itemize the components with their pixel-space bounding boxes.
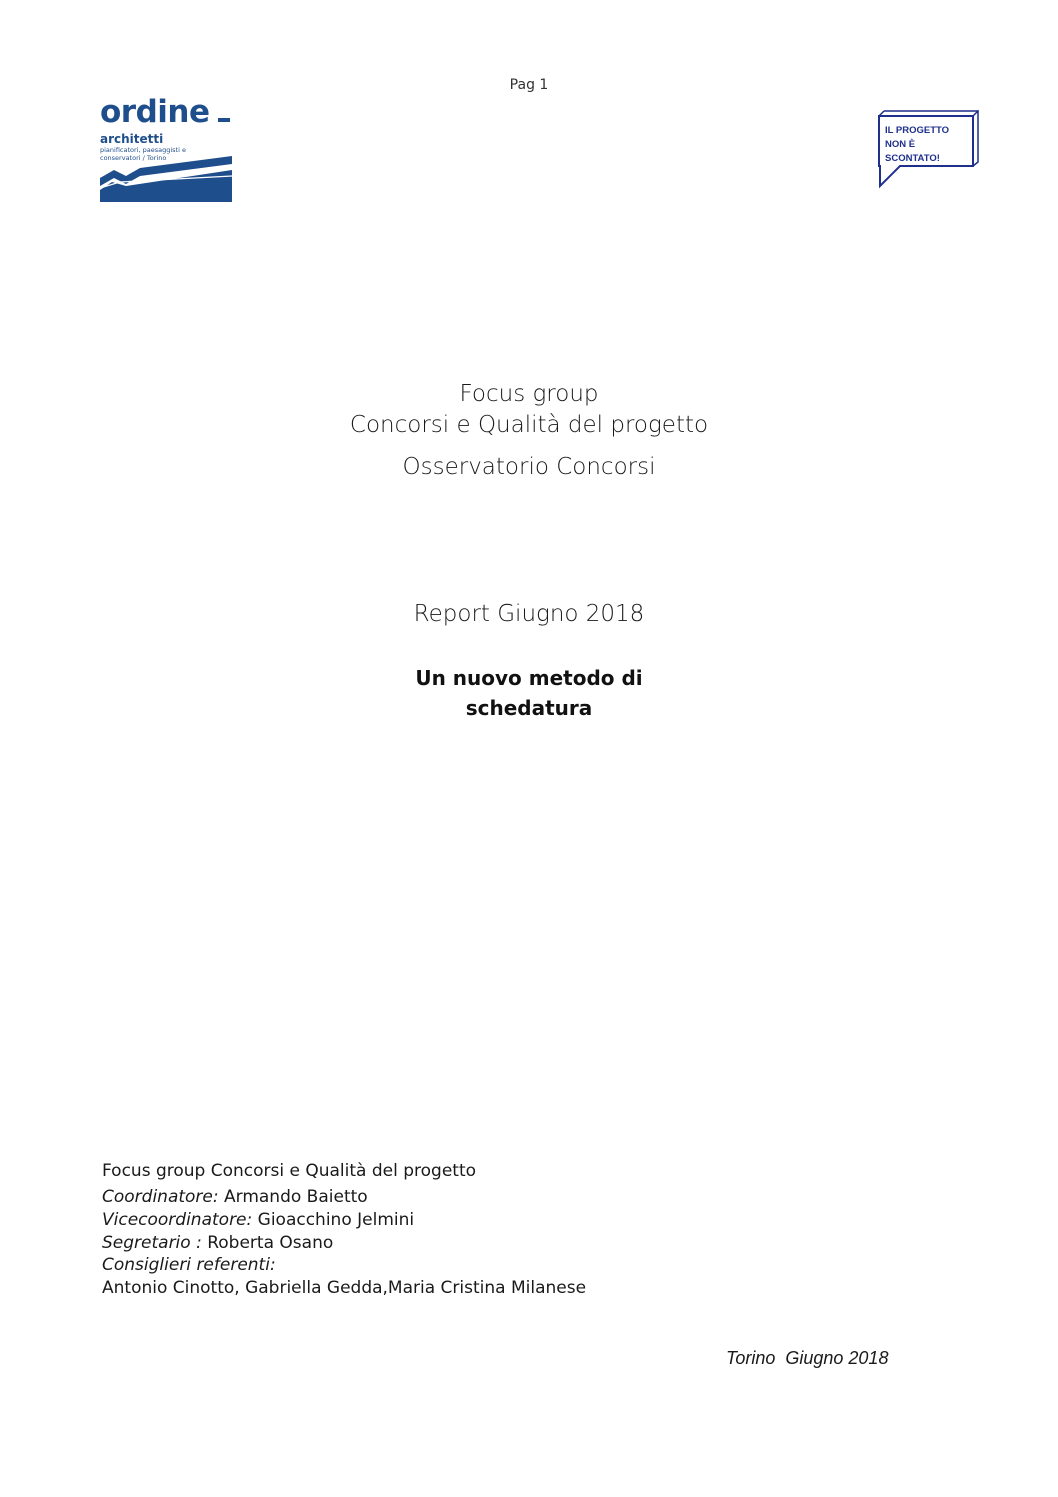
mountain-wave-icon [100,156,232,202]
credits-advisors-names: Antonio Cinotto, Gabriella Gedda,Maria Cristina Milanese [102,1278,587,1298]
logo-tagline: pianificatori, paesaggisti e conservatori / Torino [100,146,186,162]
subtitle-line-2: schedatura [465,696,593,720]
credits-group: Focus group Concorsi e Qualità del progetto [102,1161,477,1181]
subtitle-line-1: Un nuovo metodo di [415,666,643,690]
report-date-title: Report Giugno 2018 [413,601,645,627]
credits-advisors-label: Consiglieri referenti: [102,1255,276,1275]
credits-coordinator: Coordinatore: Armando Baietto [102,1187,368,1207]
credits-secretary: Segretario : Roberta Osano [102,1233,334,1253]
title-line-3: Osservatorio Concorsi [402,454,656,480]
logo-subtitle: architetti [100,132,164,146]
logo-wordmark: ordine [100,96,230,128]
credits-vice-coordinator: Vicecoordinatore: Gioacchino Jelmini [102,1210,415,1230]
badge-text: IL PROGETTO NON È SCONTATO! [885,125,950,164]
progetto-badge [878,110,983,190]
page-number: Pag 1 [509,77,549,93]
title-line-1: Focus group [459,381,599,407]
place-date: Torino Giugno 2018 [726,1348,889,1368]
title-line-2: Concorsi e Qualità del progetto [349,412,709,438]
ordine-logo [100,96,240,206]
